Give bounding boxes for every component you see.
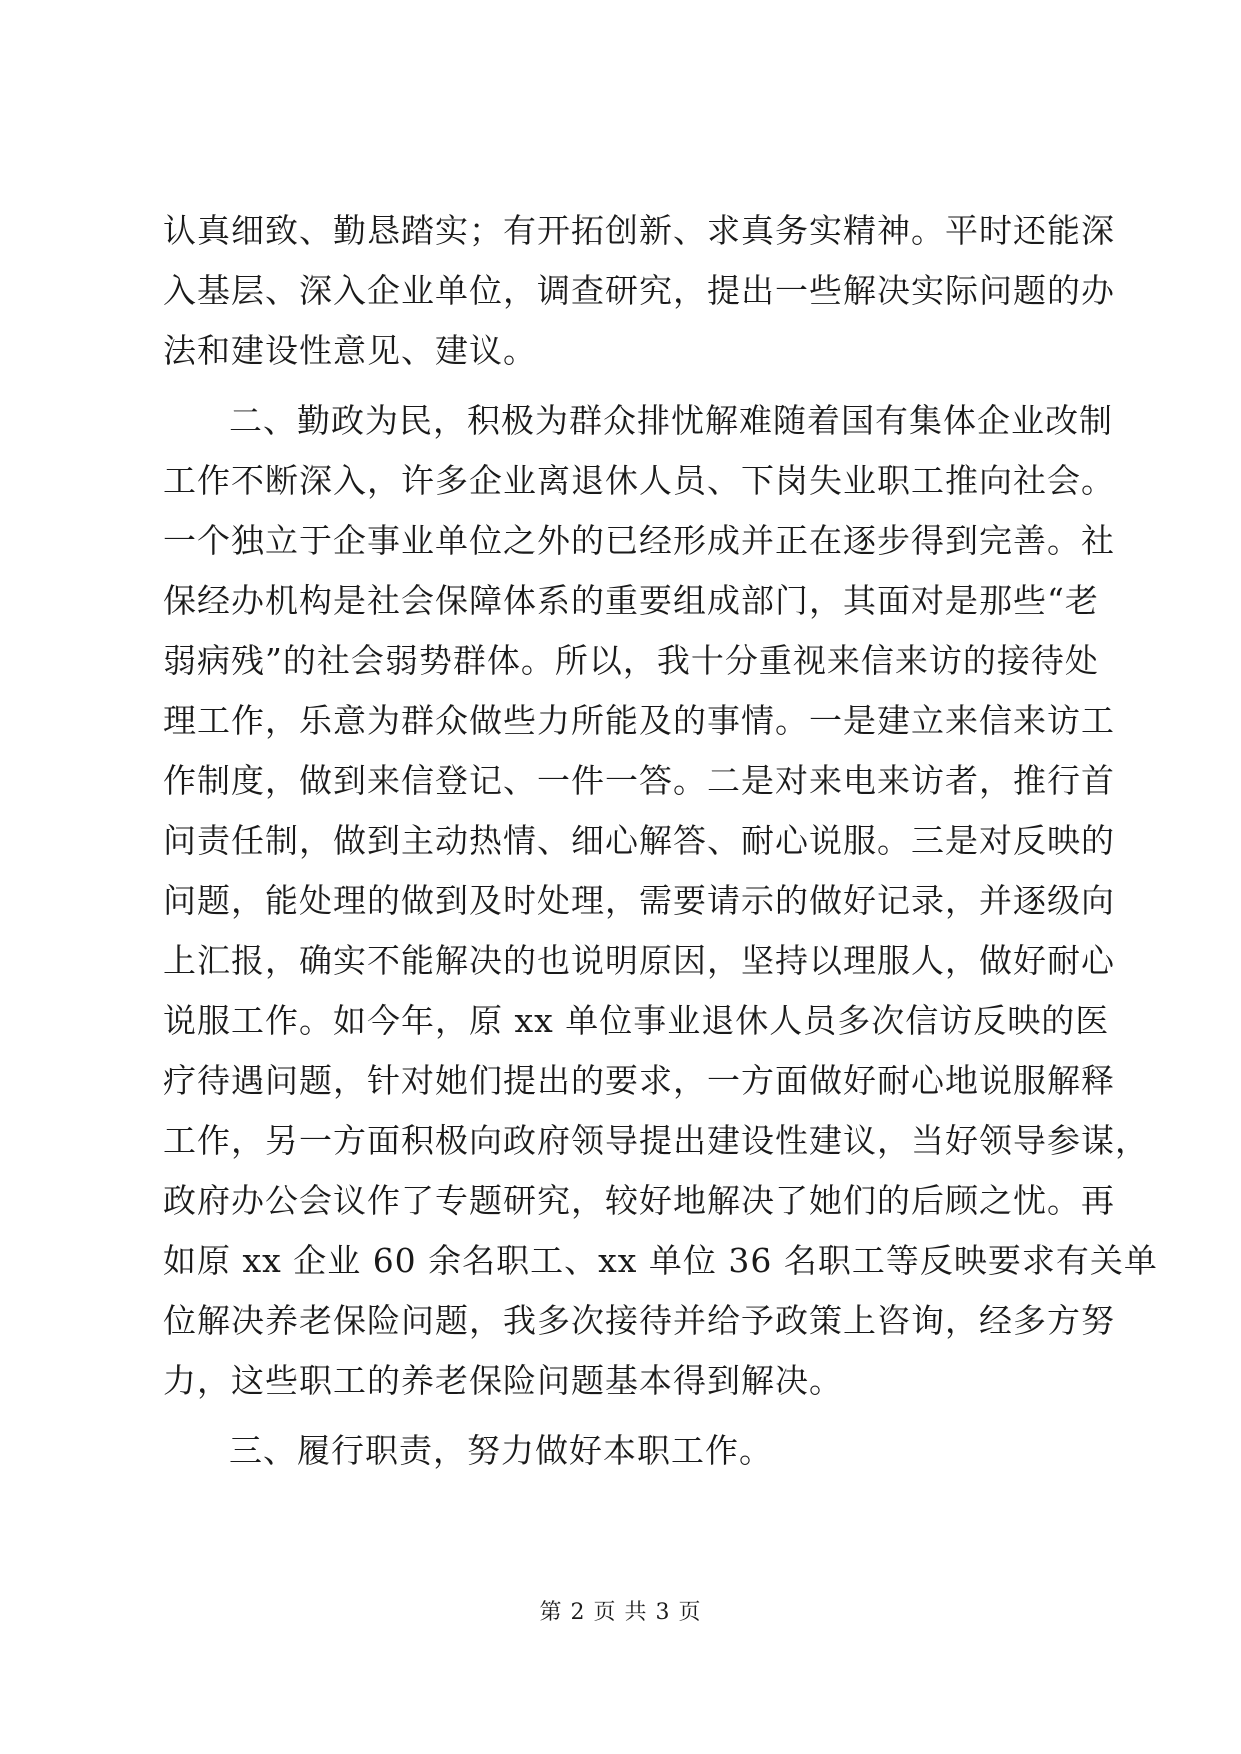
paragraph-2-line-17: 力，这些职工的养老保险问题基本得到解决。 [163, 1361, 843, 1400]
paragraph-1-line-2: 入基层、深入企业单位，调查研究，提出一些解决实际问题的办 [163, 271, 1115, 310]
paragraph-2-line-11: 说服工作。如今年，原 xx 单位事业退休人员多次信访反映的医 [163, 1001, 1110, 1040]
paragraph-2-line-10: 上汇报，确实不能解决的也说明原因，坚持以理服人，做好耐心 [163, 941, 1115, 980]
page-number-footer: 第 2 页 共 3 页 [539, 1600, 702, 1625]
paragraph-2-line-6: 理工作，乐意为群众做些力所能及的事情。一是建立来信来访工 [163, 701, 1115, 740]
paragraph-2-line-1: 二、勤政为民，积极为群众排忧解难随着国有集体企业改制 [229, 401, 1113, 440]
paragraph-2-line-3: 一个独立于企事业单位之外的已经形成并正在逐步得到完善。社 [163, 521, 1115, 560]
paragraph-2-line-5: 弱病残”的社会弱势群体。所以，我十分重视来信来访的接待处 [163, 641, 1099, 680]
paragraph-3-line-1: 三、履行职责，努力做好本职工作。 [229, 1431, 773, 1470]
paragraph-2-line-4: 保经办机构是社会保障体系的重要组成部门，其面对是那些“老 [163, 581, 1099, 620]
paragraph-2-line-13: 工作，另一方面积极向政府领导提出建设性建议，当好领导参谋， [163, 1121, 1149, 1160]
paragraph-1-line-3: 法和建设性意见、建议。 [163, 331, 537, 370]
paragraph-1-line-1: 认真细致、勤恳踏实；有开拓创新、求真务实精神。平时还能深 [163, 211, 1115, 250]
paragraph-2-line-2: 工作不断深入，许多企业离退休人员、下岗失业职工推向社会。 [163, 461, 1115, 500]
paragraph-2-line-12: 疗待遇问题，针对她们提出的要求，一方面做好耐心地说服解释 [163, 1061, 1115, 1100]
paragraph-2-line-7: 作制度，做到来信登记、一件一答。二是对来电来访者，推行首 [163, 761, 1115, 800]
paragraph-2-line-14: 政府办公会议作了专题研究，较好地解决了她们的后顾之忧。再 [163, 1181, 1115, 1220]
paragraph-2-line-8: 问责任制，做到主动热情、细心解答、耐心说服。三是对反映的 [163, 821, 1115, 860]
paragraph-2-line-9: 问题，能处理的做到及时处理，需要请示的做好记录，并逐级向 [163, 881, 1115, 920]
paragraph-2-line-16: 位解决养老保险问题，我多次接待并给予政策上咨询，经多方努 [163, 1301, 1115, 1340]
paragraph-2-line-15: 如原 xx 企业 60 余名职工、xx 单位 36 名职工等反映要求有关单 [163, 1241, 1158, 1280]
